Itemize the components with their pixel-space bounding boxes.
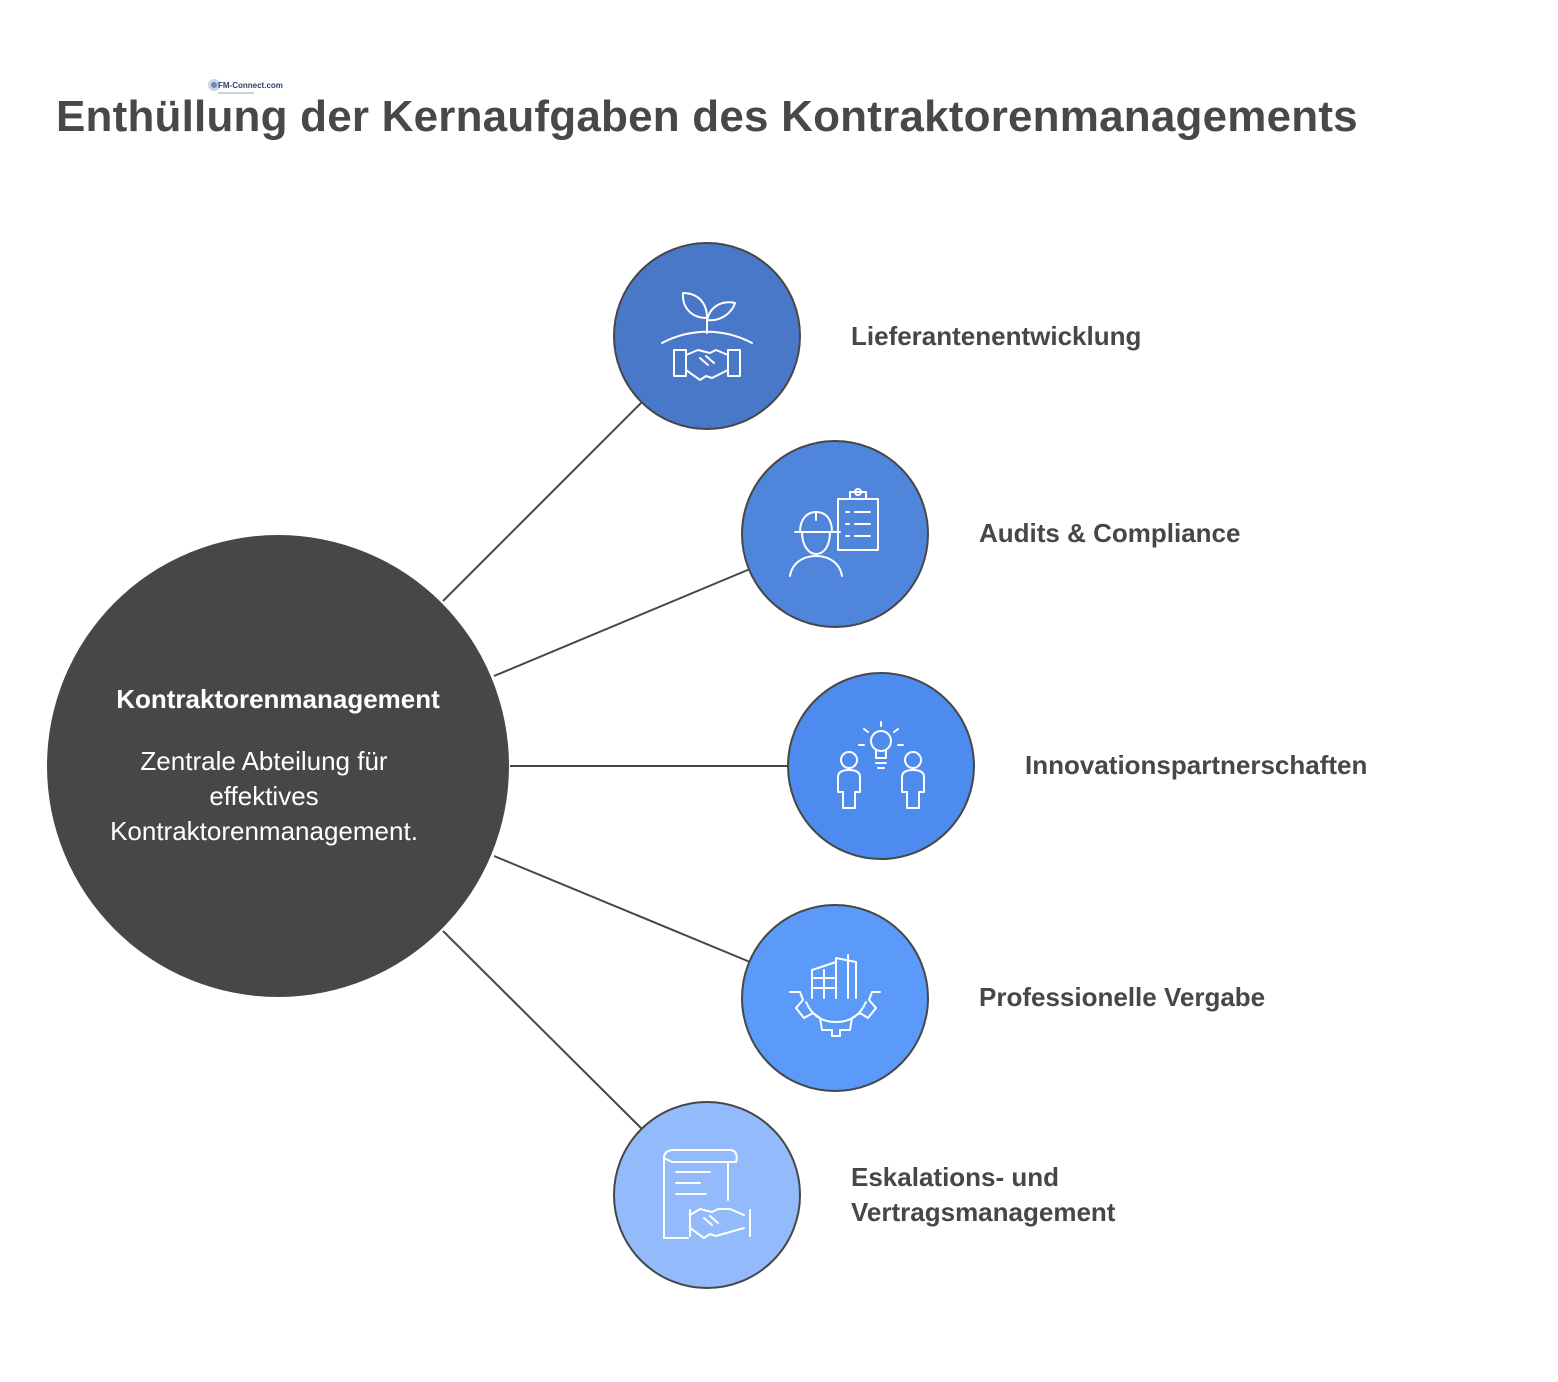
page-title: Enthüllung der Kernaufgaben des Kontraktorenmanagements (56, 92, 1358, 141)
node-circle-5 (614, 1102, 800, 1288)
node-label-5: Eskalations- und Vertragsmanagement (851, 1162, 1116, 1227)
connector-line-4 (494, 856, 750, 962)
node-circle-2 (742, 441, 928, 627)
center-title: Kontraktorenmanagement (116, 684, 440, 714)
node-circle-3 (788, 673, 974, 859)
connector-line-5 (443, 931, 642, 1129)
node-circle-1 (614, 243, 800, 429)
center-description: Zentrale Abteilung für effektives Kontraktorenmanagement. (110, 746, 418, 846)
logo-text: FM-Connect.com (218, 81, 283, 90)
node-label-2: Audits & Compliance (979, 518, 1241, 548)
connector-line-2 (494, 569, 750, 676)
node-label-4: Professionelle Vergabe (979, 982, 1266, 1012)
node-label-1: Lieferantenentwicklung (851, 321, 1142, 351)
connector-line-1 (443, 402, 642, 601)
node-label-3: Innovationspartnerschaften (1025, 750, 1368, 780)
